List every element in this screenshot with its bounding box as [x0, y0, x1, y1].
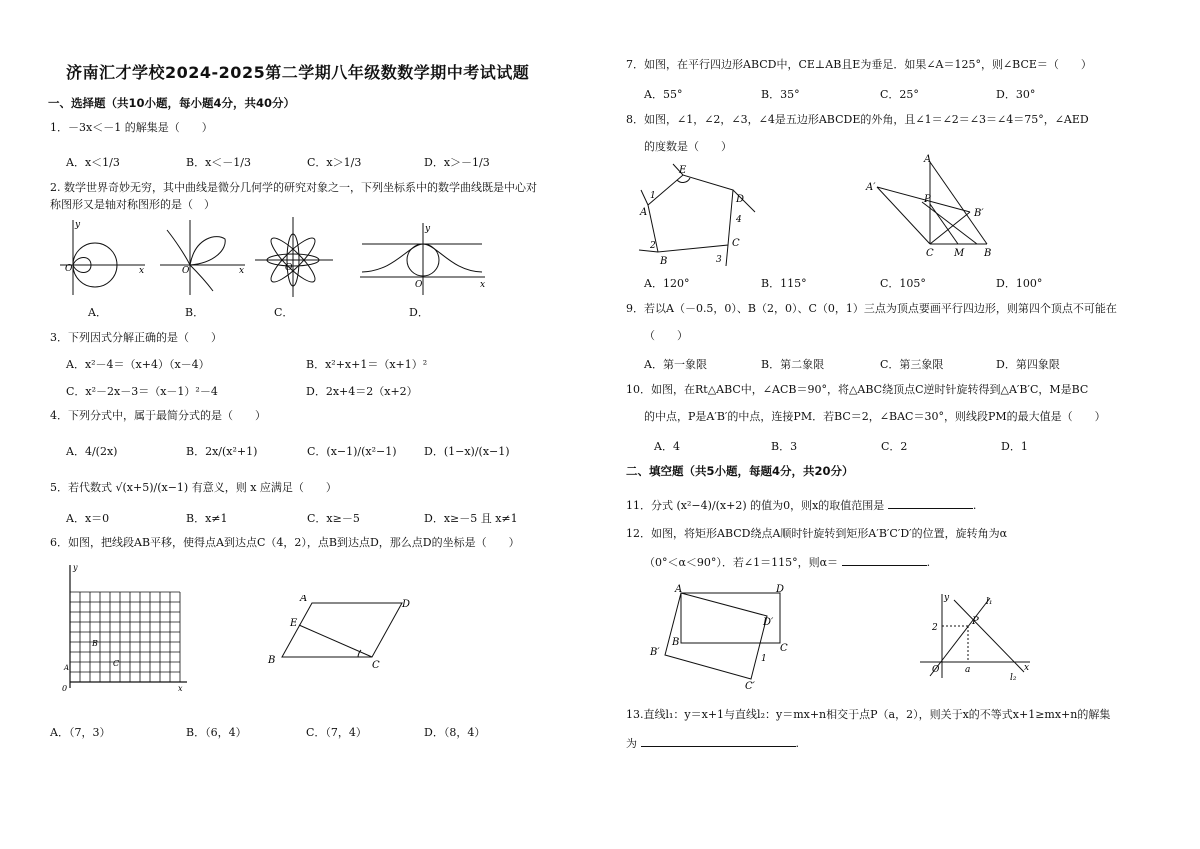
q6-grid-figure	[55, 560, 195, 695]
q7-option-d: D．30°	[996, 88, 1036, 101]
svg-text:x: x	[239, 266, 245, 276]
q2-figure-c	[255, 217, 333, 297]
svg-text:1: 1	[650, 191, 656, 201]
q2-label-d: D．	[409, 306, 429, 319]
q9-options	[644, 356, 1060, 372]
q1-option-d: D．x＞－1/3	[424, 156, 490, 169]
svg-text:E: E	[679, 165, 687, 176]
q1-option-a: A．x＜1/3	[66, 156, 120, 169]
q6-option-a: A．（7，3）	[50, 726, 111, 739]
section-choice-heading: 一、选择题（共10小题，每小题4分，共40分）	[48, 96, 296, 110]
q8-pentagon-figure	[633, 160, 763, 270]
svg-text:B: B	[660, 256, 668, 267]
q3-option-a: A．x²－4＝（x+4）（x－4）	[66, 358, 210, 371]
q7-option-a: A．55°	[644, 88, 683, 101]
q13-stem-line2: 为	[626, 737, 637, 750]
svg-text:B: B	[92, 639, 98, 648]
svg-text:A: A	[675, 584, 683, 595]
q2-label-a: A．	[88, 306, 107, 319]
q6-option-b: B．（6，4）	[186, 726, 247, 739]
q11-answer-blank[interactable]	[888, 497, 973, 509]
svg-text:B′: B′	[974, 208, 984, 219]
q6-options	[50, 724, 485, 740]
q7-option-b: B．35°	[761, 88, 800, 101]
svg-text:x: x	[1024, 663, 1030, 673]
svg-text:C′: C′	[745, 681, 755, 692]
q1-option-b: B．x＜－1/3	[186, 156, 251, 169]
q9-stem-line1: 9．若以A（－0.5，0）、B（2，0）、C（0，1）三点为顶点要画平行四边形，则第四个顶点不可能在	[626, 302, 1117, 315]
q2-label-c: C．	[274, 306, 294, 319]
svg-text:P: P	[924, 194, 931, 205]
svg-text:A: A	[64, 664, 70, 672]
q10-options	[654, 438, 1028, 454]
svg-text:A′: A′	[866, 182, 876, 193]
q4-option-a: A．4/(2x)	[66, 445, 118, 458]
svg-text:C: C	[732, 238, 740, 249]
svg-text:B: B	[268, 655, 276, 666]
q10-option-d: D．1	[1001, 440, 1028, 453]
q7-option-c: C．25°	[880, 88, 919, 101]
q8-option-a: A．120°	[644, 277, 690, 290]
q9-option-b: B．第二象限	[761, 358, 825, 371]
svg-text:A: A	[640, 207, 648, 218]
q3-options-row2	[66, 383, 418, 399]
svg-text:x: x	[178, 684, 183, 693]
q4-options	[66, 443, 510, 459]
svg-text:B: B	[672, 637, 680, 648]
q4-option-b: B．2x/(x²+1)	[186, 445, 258, 458]
q3-option-c: C．x²－2x－3＝（x－1）²－4	[66, 385, 218, 398]
q2-label-b: B．	[185, 306, 205, 319]
svg-text:B: B	[984, 248, 992, 259]
q7-options	[644, 86, 1035, 102]
svg-text:D: D	[736, 194, 745, 205]
svg-text:A: A	[300, 595, 308, 604]
q11-stem: 11．分式 (x²−4)/(x+2) 的值为0，则x的取值范围是	[626, 499, 885, 512]
q9-option-d: D．第四象限	[996, 358, 1060, 371]
q2-figure-a	[60, 220, 145, 295]
q2-figure-d	[360, 223, 485, 295]
q2-stem-line1: 2. 数学世界奇妙无穷，其中曲线是微分几何学的研究对象之一，下列坐标系中的数学曲线既是中心对	[50, 181, 537, 194]
q5-option-c: C．x≥－5	[307, 512, 360, 525]
svg-text:y: y	[944, 593, 950, 603]
svg-text:D′: D′	[763, 617, 774, 628]
svg-text:1: 1	[761, 654, 767, 664]
svg-text:A: A	[924, 154, 932, 165]
svg-text:O: O	[182, 266, 190, 276]
q10-option-c: C．2	[881, 440, 908, 453]
svg-text:E: E	[290, 618, 298, 629]
q7-stem: 7．如图，在平行四边形ABCD中，CE⊥AB且E为垂足．如果∠A＝125°，则∠BCE＝（ ）	[626, 58, 1092, 71]
q4-option-d: D．(1−x)/(x−1)	[424, 445, 510, 458]
svg-text:C: C	[372, 660, 380, 671]
q6-stem: 6．如图，把线段AB平移，使得点A到达点C（4，2），点B到达点D，那么点D的坐标是（ ）	[50, 536, 520, 549]
q12-rectangle-figure	[645, 583, 795, 693]
q2-figures	[55, 215, 495, 300]
svg-text:M: M	[954, 248, 965, 259]
svg-text:O: O	[285, 263, 293, 273]
q12-answer-blank[interactable]	[842, 554, 927, 566]
q5-stem: 5．若代数式 √(x+5)/(x−1) 有意义，则 x 应满足（ ）	[50, 481, 337, 494]
section-fill-heading: 二、填空题（共5小题，每题4分，共20分）	[626, 464, 854, 478]
q11-line: 11．分式 (x²−4)/(x+2) 的值为0，则x的取值范围是 .	[626, 499, 977, 512]
svg-text:C: C	[926, 248, 934, 259]
svg-text:B′: B′	[650, 647, 660, 658]
q5-options	[66, 510, 518, 526]
q13-line-intersection-figure	[912, 590, 1037, 685]
svg-text:O: O	[415, 280, 423, 290]
q1-option-c: C．x＞1/3	[307, 156, 362, 169]
q3-options-row1	[66, 356, 427, 372]
svg-text:0: 0	[62, 684, 68, 693]
q1-stem: 1．－3x＜－1 的解集是（ ）	[50, 121, 213, 134]
q6-parallelogram-figure	[262, 595, 422, 675]
q3-option-d: D．2x+4＝2（x+2）	[306, 385, 418, 398]
q2-figure-b	[160, 220, 245, 295]
q5-option-d: D．x≥－5 且 x≠1	[424, 512, 518, 525]
svg-text:3: 3	[716, 255, 722, 265]
svg-text:C: C	[113, 659, 120, 668]
q4-option-c: C．(x−1)/(x²−1)	[307, 445, 397, 458]
svg-text:O: O	[932, 665, 940, 675]
q8-option-d: D．100°	[996, 277, 1043, 290]
q12-stem-line1: 12．如图，将矩形ABCD绕点A顺时针旋转到矩形A′B′C′D′的位置，旋转角为α	[626, 527, 1008, 540]
q10-option-a: A．4	[654, 440, 680, 453]
q2-option-labels	[88, 304, 429, 320]
q6-option-d: D．（8，4）	[424, 726, 486, 739]
svg-text:P: P	[972, 616, 979, 627]
svg-text:x: x	[480, 280, 486, 290]
svg-text:O: O	[65, 264, 73, 274]
q9-stem-line2: （ ）	[644, 329, 688, 342]
svg-text:a: a	[965, 665, 971, 675]
q1-options	[66, 154, 490, 170]
svg-text:D: D	[776, 584, 785, 595]
q13-line2: 为 .	[626, 737, 799, 750]
exam-title: 济南汇才学校2024-2025第二学期八年级数数学期中考试试题	[66, 63, 530, 82]
svg-text:2: 2	[650, 241, 656, 251]
svg-text:l₂: l₂	[1010, 673, 1017, 683]
q13-stem-line1: 13.直线l₁：y＝x+1与直线l₂：y＝mx+n相交于点P（a，2），则关于x的不等式x+1≥mx+n的解集	[626, 708, 1111, 721]
svg-text:4: 4	[736, 215, 742, 225]
q3-stem: 3．下列因式分解正确的是（ ）	[50, 331, 222, 344]
svg-text:D: D	[402, 599, 411, 610]
svg-text:C: C	[780, 643, 788, 654]
svg-text:y: y	[425, 224, 431, 234]
svg-text:y: y	[73, 563, 78, 572]
q8-options	[644, 275, 1042, 291]
q12-line2: （0°＜α＜90°）．若∠1＝115°，则α＝ .	[644, 556, 931, 569]
svg-text:y: y	[75, 220, 81, 230]
svg-text:x: x	[139, 266, 145, 276]
q10-stem-line2: 的中点，P是A′B′的中点，连接PM．若BC＝2，∠BAC＝30°，则线段PM的最大值是（ ）	[644, 410, 1106, 423]
q10-rotation-figure	[862, 152, 1002, 267]
q9-option-a: A．第一象限	[644, 358, 707, 371]
q10-stem-line1: 10．如图，在Rt△ABC中，∠ACB＝90°，将△ABC绕顶点C逆时针旋转得到△A′B′C，M是BC	[626, 383, 1089, 396]
q9-option-c: C．第三象限	[880, 358, 944, 371]
q8-option-b: B．115°	[761, 277, 807, 290]
q4-stem: 4．下列分式中，属于最简分式的是（ ）	[50, 409, 266, 422]
q13-answer-blank[interactable]	[641, 735, 796, 747]
q5-option-a: A．x＝0	[66, 512, 110, 525]
q6-option-c: C．（7，4）	[306, 726, 367, 739]
q8-stem-line1: 8．如图，∠1，∠2，∠3，∠4是五边形ABCDE的外角，且∠1＝∠2＝∠3＝∠4＝75°，∠AED	[626, 113, 1089, 126]
q2-stem-line2: 称图形又是轴对称图形的是（ ）	[50, 198, 215, 211]
q12-stem-line2: （0°＜α＜90°）．若∠1＝115°，则α＝	[644, 556, 839, 569]
q5-option-b: B．x≠1	[186, 512, 228, 525]
q8-option-c: C．105°	[880, 277, 926, 290]
svg-text:l₁: l₁	[986, 597, 993, 607]
q10-option-b: B．3	[771, 440, 798, 453]
svg-text:2: 2	[932, 623, 938, 633]
q3-option-b: B．x²+x+1＝（x+1）²	[306, 358, 428, 371]
q8-stem-line2: 的度数是（ ）	[644, 140, 732, 153]
